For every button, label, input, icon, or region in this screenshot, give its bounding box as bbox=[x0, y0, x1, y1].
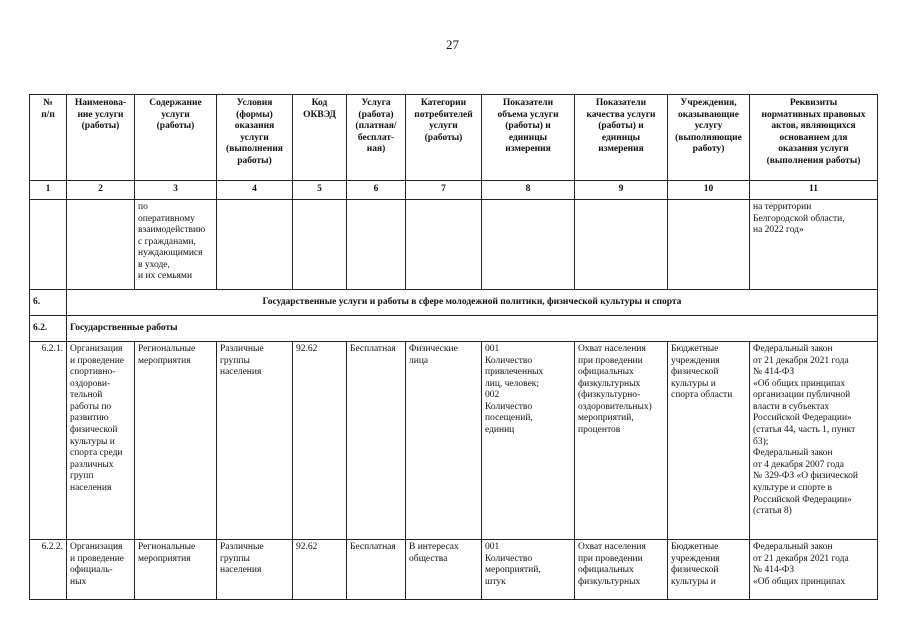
column-number: 3 bbox=[135, 181, 217, 200]
column-number: 1 bbox=[30, 181, 67, 200]
column-number: 8 bbox=[482, 181, 575, 200]
cell-content: Региональные мероприятия bbox=[135, 342, 217, 540]
cell-empty bbox=[575, 200, 668, 290]
column-numbers-row bbox=[30, 181, 878, 200]
section-title: Государственные услуги и работы в сфере молодежной политики, физической культуры и спорта bbox=[67, 290, 878, 316]
cell-empty bbox=[406, 200, 482, 290]
cell-paid: Бесплатная bbox=[347, 342, 406, 540]
header-institutions: Учреждения, оказывающие услугу (выполняющие работу) bbox=[668, 95, 750, 181]
cell-requisites: на территории Белгородской области, на 2022 год» bbox=[750, 200, 878, 290]
cell-conditions: Различные группы населения bbox=[217, 540, 293, 600]
cell-empty bbox=[293, 200, 347, 290]
section-row bbox=[30, 290, 878, 316]
page-number: 27 bbox=[446, 37, 459, 52]
column-number: 6 bbox=[347, 181, 406, 200]
column-number: 10 bbox=[668, 181, 750, 200]
header-okved: Код ОКВЭД bbox=[293, 95, 347, 181]
cell-empty bbox=[347, 200, 406, 290]
header-volume: Показатели объема услуги (работы) и единицы измерения bbox=[482, 95, 575, 181]
table-row bbox=[30, 540, 878, 600]
cell-quality: Охват населения при проведении официальных физкультурных (физкультурно- оздоровительных) мероприятий, процентов bbox=[575, 342, 668, 540]
column-number: 11 bbox=[750, 181, 878, 200]
column-number: 9 bbox=[575, 181, 668, 200]
subsection-number: 6.2. bbox=[30, 316, 67, 342]
cell-volume: 001 Количество мероприятий, штук bbox=[482, 540, 575, 600]
cell-quality: Охват населения при проведении официальных физкультурных bbox=[575, 540, 668, 600]
header-consumers: Категории потребителей услуги (работы) bbox=[406, 95, 482, 181]
cell-empty bbox=[217, 200, 293, 290]
cell-service-name: Организация и проведение официаль- ных bbox=[67, 540, 135, 600]
cell-empty bbox=[67, 200, 135, 290]
cell-service-name: Организация и проведение спортивно- оздорови- тельной работы по развитию физической культуры и спорта среди различных групп населения bbox=[67, 342, 135, 540]
cell-content: по оперативному взаимодействию с гражданами, нуждающимися в уходе, и их семьями bbox=[135, 200, 217, 290]
header-content: Содержание услуги (работы) bbox=[135, 95, 217, 181]
cell-institutions: Бюджетные учреждения физической культуры и спорта области bbox=[668, 342, 750, 540]
table-row bbox=[30, 342, 878, 540]
cell-empty bbox=[30, 200, 67, 290]
cell-institutions: Бюджетные учреждения физической культуры и bbox=[668, 540, 750, 600]
cell-okved: 92.62 bbox=[293, 540, 347, 600]
cell-empty bbox=[668, 200, 750, 290]
cell-requisites: Федеральный закон от 21 декабря 2021 года № 414-ФЗ «Об общих принципах организации публичной власти в субъектах Российской Федерации» (статья 44, часть 1, пункт б3); Федеральный закон от 4 декабря 2007 года № 329-ФЗ «О физической культуре и спорте в Российской Федерации» (статья 8) bbox=[750, 342, 878, 540]
column-number: 5 bbox=[293, 181, 347, 200]
subsection-title: Государственные работы bbox=[67, 316, 878, 342]
cell-empty bbox=[482, 200, 575, 290]
services-register-table bbox=[29, 94, 878, 600]
section-number: 6. bbox=[30, 290, 67, 316]
header-service-name: Наименова- ние услуги (работы) bbox=[67, 95, 135, 181]
cell-consumers: В интересах общества bbox=[406, 540, 482, 600]
cell-number: 6.2.2. bbox=[30, 540, 67, 600]
column-number: 4 bbox=[217, 181, 293, 200]
cell-paid: Бесплатная bbox=[347, 540, 406, 600]
continuation-row bbox=[30, 200, 878, 290]
header-number: № п/п bbox=[30, 95, 67, 181]
header-row bbox=[30, 95, 878, 181]
column-number: 2 bbox=[67, 181, 135, 200]
cell-conditions: Различные группы населения bbox=[217, 342, 293, 540]
cell-content: Региональные мероприятия bbox=[135, 540, 217, 600]
header-quality: Показатели качества услуги (работы) и единицы измерения bbox=[575, 95, 668, 181]
cell-okved: 92.62 bbox=[293, 342, 347, 540]
cell-requisites: Федеральный закон от 21 декабря 2021 года № 414-ФЗ «Об общих принципах bbox=[750, 540, 878, 600]
header-paid: Услуга (работа) (платная/ бесплат- ная) bbox=[347, 95, 406, 181]
header-requisites: Реквизиты нормативных правовых актов, являющихся основанием для оказания услуги (выполнения работы) bbox=[750, 95, 878, 181]
cell-number: 6.2.1. bbox=[30, 342, 67, 540]
cell-consumers: Физические лица bbox=[406, 342, 482, 540]
column-number: 7 bbox=[406, 181, 482, 200]
subsection-row bbox=[30, 316, 878, 342]
cell-volume: 001 Количество привлеченных лиц, человек; 002 Количество посещений, единиц bbox=[482, 342, 575, 540]
header-conditions: Условия (формы) оказания услуги (выполнения работы) bbox=[217, 95, 293, 181]
